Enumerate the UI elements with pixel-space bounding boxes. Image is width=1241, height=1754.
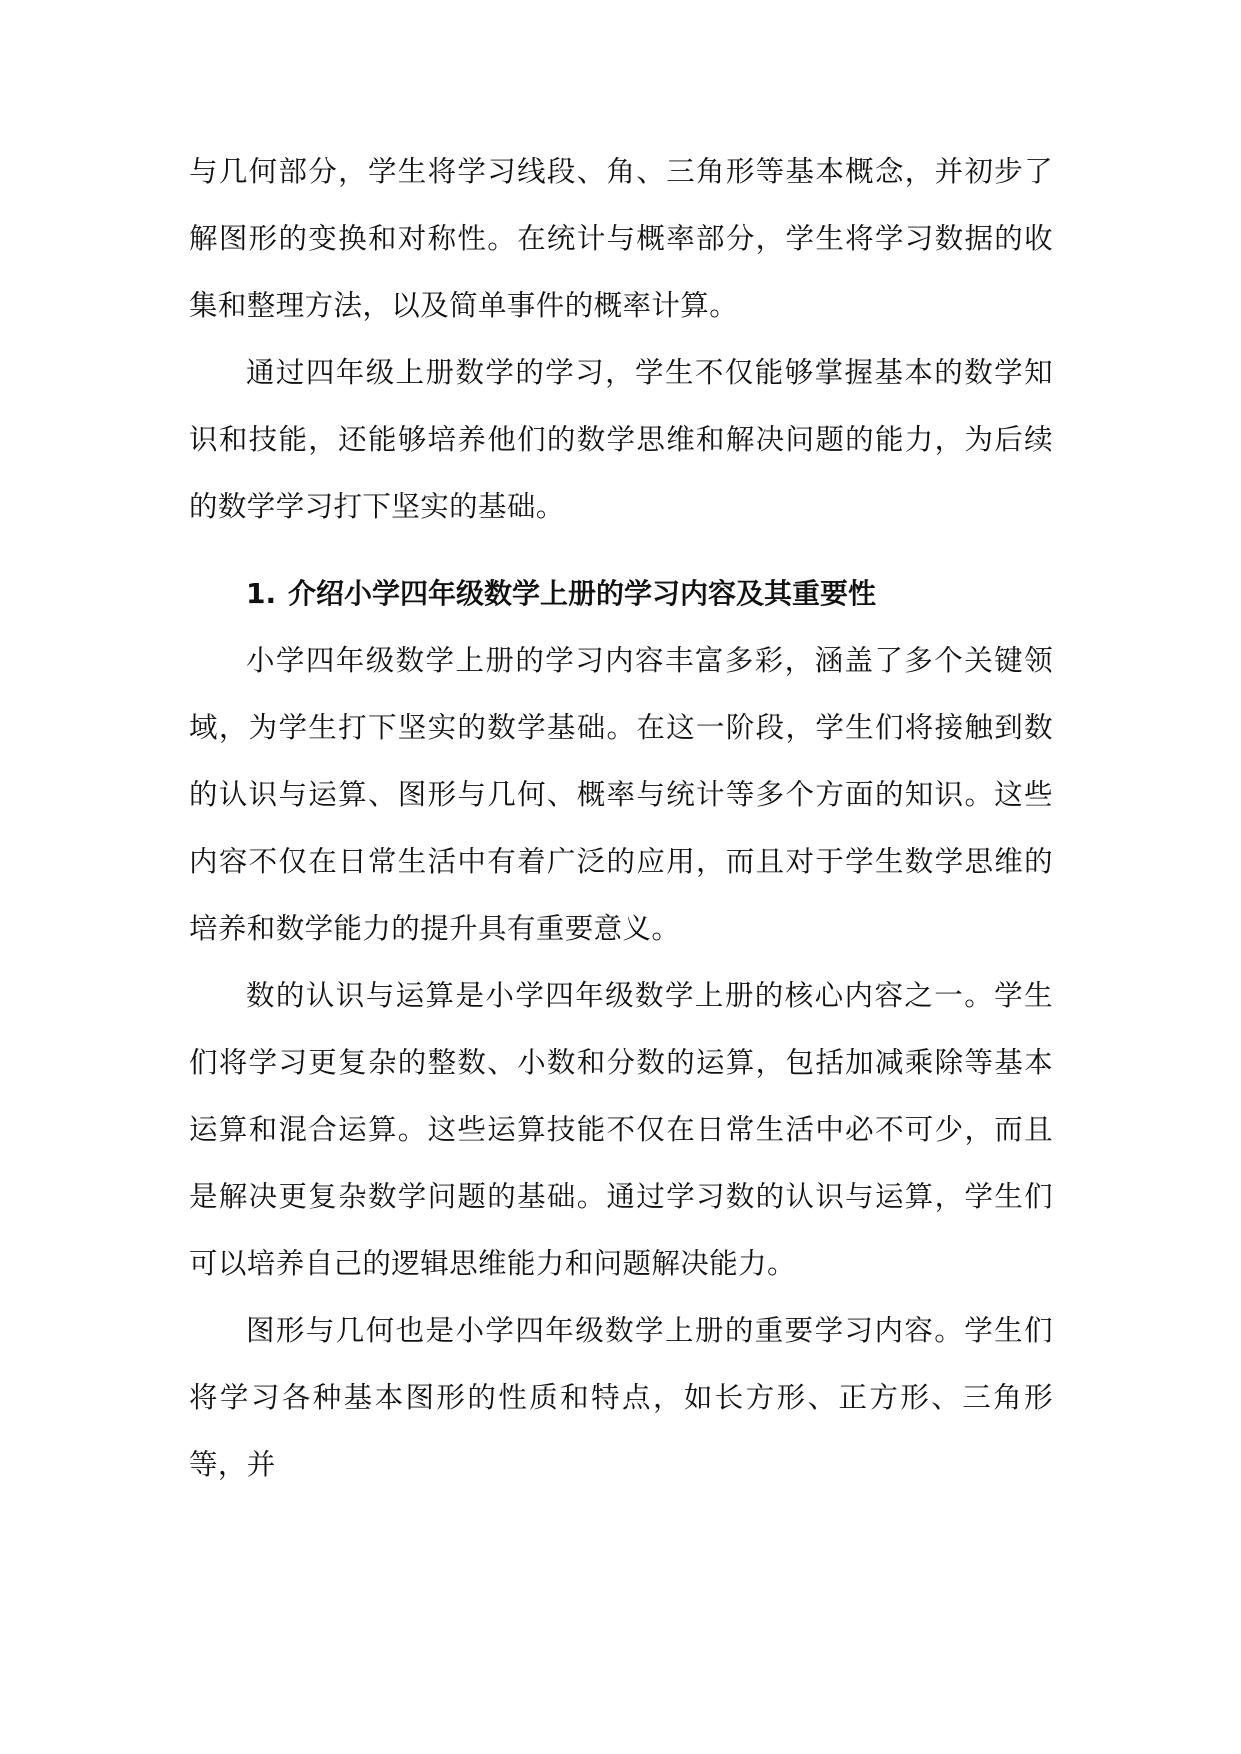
section-title: 介绍小学四年级数学上册的学习内容及其重要性 [288, 577, 877, 610]
paragraph-geometry: 图形与几何也是小学四年级数学上册的重要学习内容。学生们将学习各种基本图形的性质和特点，如长方形、正方形、三角形等，并 [189, 1314, 1053, 1481]
section-spacer [189, 540, 1053, 560]
section-heading [189, 560, 1053, 627]
paragraph-summary: 通过四年级上册数学的学习，学生不仅能够掌握基本的数学知识和技能，还能够培养他们的数学思维和解决问题的能力，为后续的数学学习打下坚实的基础。 [189, 356, 1053, 523]
paragraph-numbers-operations: 数的认识与运算是小学四年级数学上册的核心内容之一。学生们将学习更复杂的整数、小数和分数的运算，包括加减乘除等基本运算和混合运算。这些运算技能不仅在日常生活中必不可少，而且是解决更复杂数学问题的基础。通过学习数的认识与运算，学生们可以培养自己的逻辑思维能力和问题解决能力。 [189, 979, 1053, 1280]
paragraph-continued: 与几何部分，学生将学习线段、角、三角形等基本概念，并初步了解图形的变换和对称性。在统计与概率部分，学生将学习数据的收集和整理方法，以及简单事件的概率计算。 [189, 155, 1053, 322]
document-body [189, 138, 1053, 1498]
section-number: 1. [246, 577, 277, 610]
paragraph-overview: 小学四年级数学上册的学习内容丰富多彩，涵盖了多个关键领域，为学生打下坚实的数学基础。在这一阶段，学生们将接触到数的认识与运算、图形与几何、概率与统计等多个方面的知识。这些内容不仅在日常生活中有着广泛的应用，而且对于学生数学思维的培养和数学能力的提升具有重要意义。 [189, 644, 1053, 945]
